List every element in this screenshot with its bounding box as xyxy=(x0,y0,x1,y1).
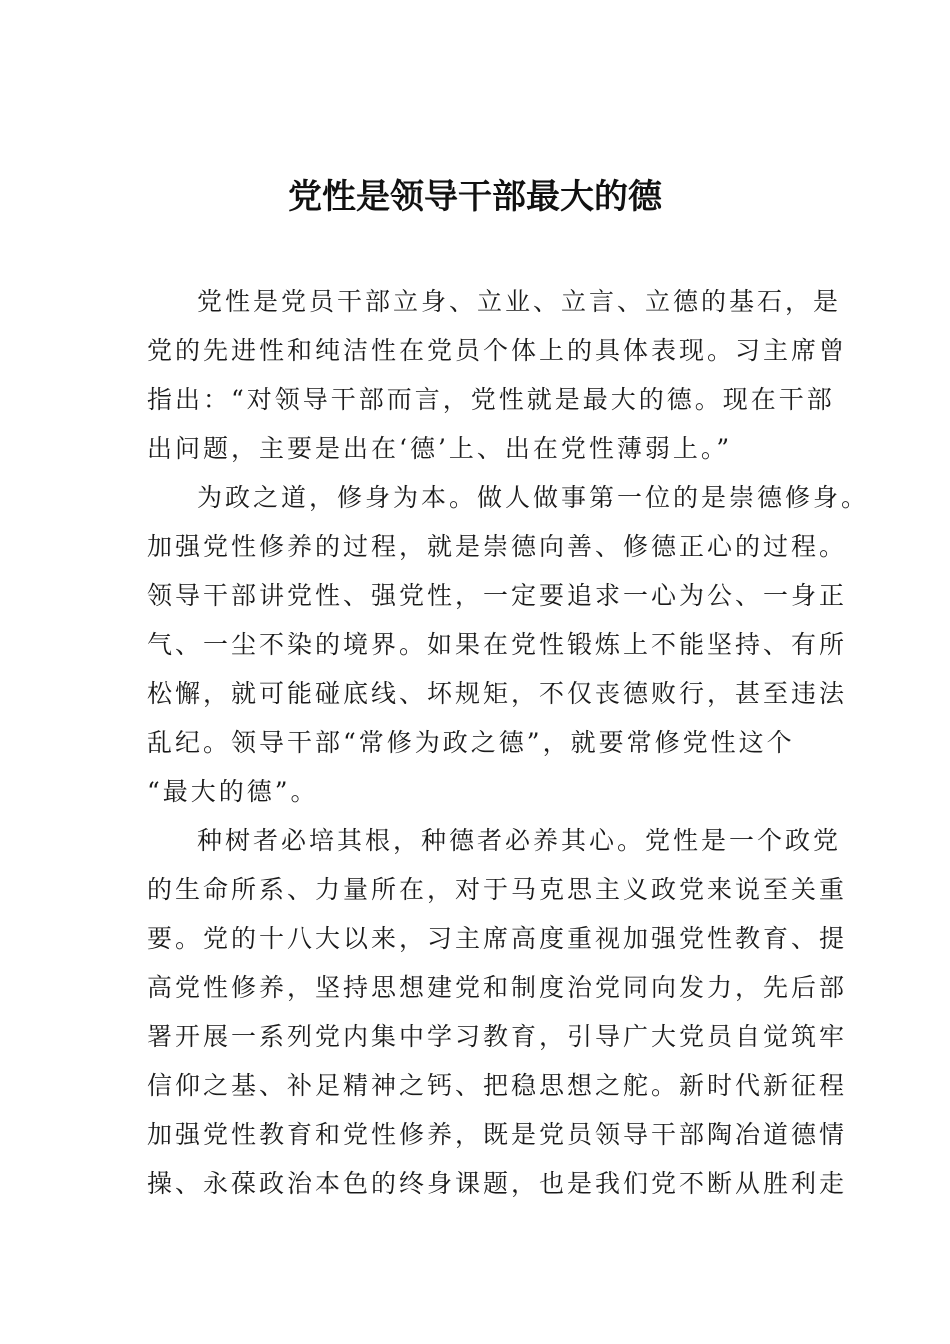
body-text-line: “最大的德”。 xyxy=(147,777,319,806)
body-text-line: 高党性修养，坚持思想建党和制度治党同向发力，先后部 xyxy=(147,973,848,1002)
body-text-line: 加强党性修养的过程，就是崇德向善、修德正心的过程。 xyxy=(147,532,848,561)
body-text-line: 种树者必培其根，种德者必养其心。党性是一个政党 xyxy=(197,826,842,855)
document-title: 党性是领导干部最大的德 xyxy=(288,177,662,217)
body-text-line: 指出：“对领导干部而言，党性就是最大的德。现在干部 xyxy=(147,385,835,414)
body-text-line: 领导干部讲党性、强党性，一定要追求一心为公、一身正 xyxy=(147,581,848,610)
body-text-line: 信仰之基、补足精神之钙、把稳思想之舵。新时代新征程 xyxy=(147,1071,848,1100)
body-text-line: 的生命所系、力量所在，对于马克思主义政党来说至关重 xyxy=(147,875,848,904)
body-text-line: 出问题，主要是出在‘德’上、出在党性薄弱上。” xyxy=(147,434,733,463)
body-text-line: 乱纪。领导干部“常修为政之德”，就要常修党性这个 xyxy=(147,728,795,757)
body-text-line: 松懈，就可能碰底线、坏规矩，不仅丧德败行，甚至违法 xyxy=(147,679,848,708)
body-text-line: 操、永葆政治本色的终身课题，也是我们党不断从胜利走 xyxy=(147,1169,848,1198)
body-text-line: 为政之道，修身为本。做人做事第一位的是崇德修身。 xyxy=(197,483,870,512)
body-text-line: 党性是党员干部立身、立业、立言、立德的基石，是 xyxy=(197,287,842,316)
body-text-line: 党的先进性和纯洁性在党员个体上的具体表现。习主席曾 xyxy=(147,336,848,365)
body-text-line: 加强党性教育和党性修养，既是党员领导干部陶冶道德情 xyxy=(147,1120,848,1149)
body-text-line: 要。党的十八大以来，习主席高度重视加强党性教育、提 xyxy=(147,924,848,953)
body-text-line: 气、一尘不染的境界。如果在党性锻炼上不能坚持、有所 xyxy=(147,630,848,659)
body-text-line: 署开展一系列党内集中学习教育，引导广大党员自觉筑牢 xyxy=(147,1022,848,1051)
document-body xyxy=(147,277,870,1208)
